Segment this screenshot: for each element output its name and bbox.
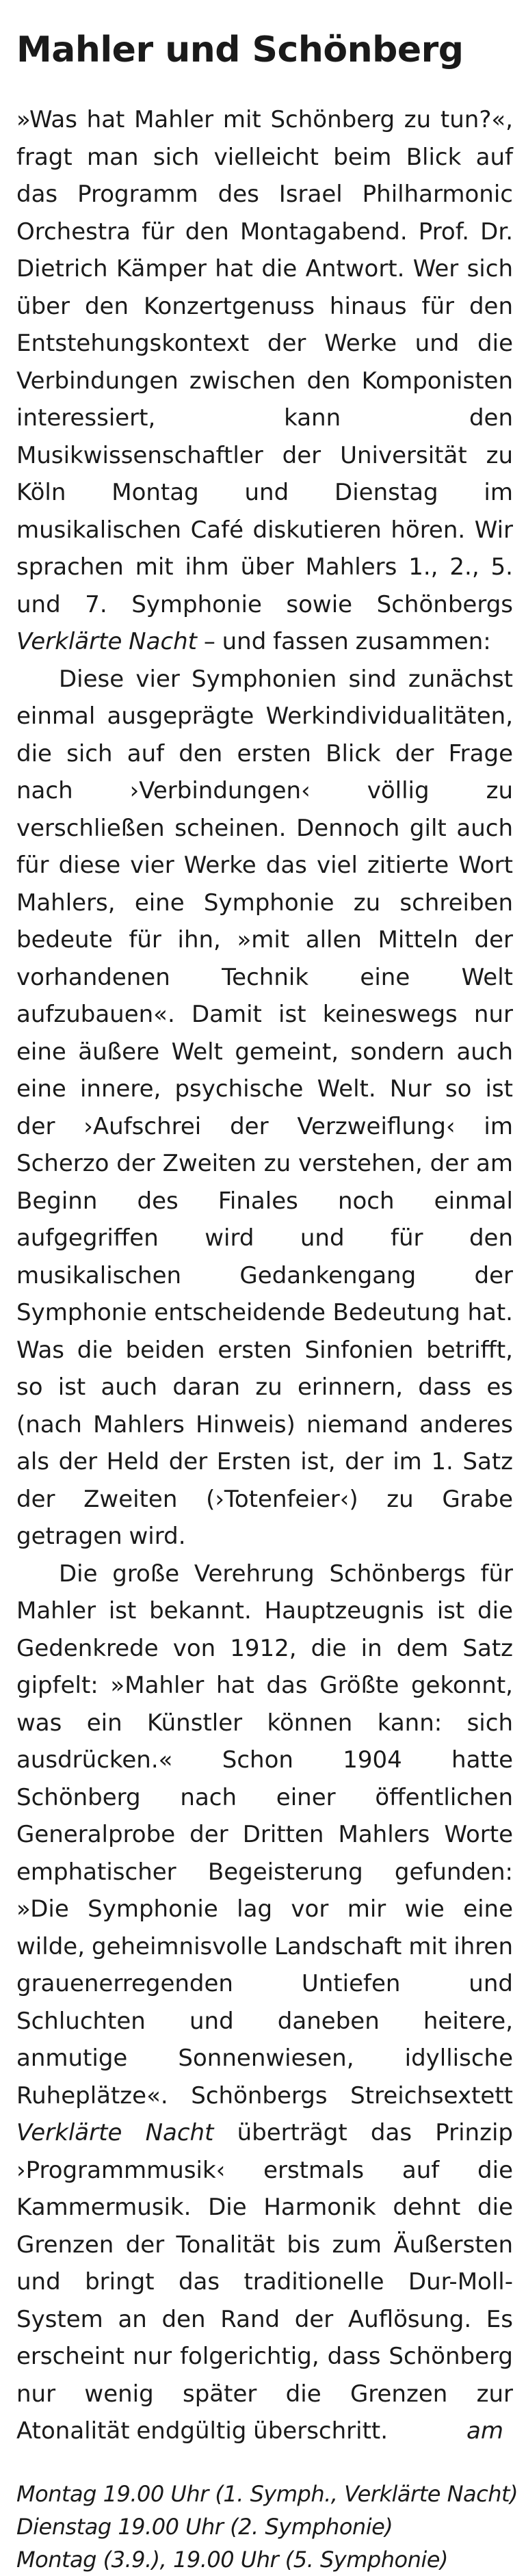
- work-title: Verklärte Nacht: [16, 2119, 214, 2146]
- article-body: [16, 101, 513, 2450]
- intro-text-end: – und fassen zusammen:: [197, 628, 491, 655]
- paragraph-symphonies: Diese vier Symphonien sind zunächst einmal ausgeprägte Werkindividualitäten, die sich auf den ersten Blick der Frage nach ›Verbindungen‹ völlig zu verschließen scheinen. Dennoch gilt auch für diese vier Werke das viel zitierte Wort Mahlers, eine Symphonie zu schreiben bedeute für ihn, »mit allen Mitteln der vorhandenen Technik eine Welt aufzubauen«. Damit ist keineswegs nur eine äußere Welt gemeint, sondern auch eine innere, psychische Welt. Nur so ist der ›Aufschrei der Verzweiflung‹ im Scherzo der Zweiten zu verstehen, der am Beginn des Finales noch einmal aufgegriffen wird und für den musikalischen Gedankengang der Symphonie entscheidende Bedeutung hat. Was die beiden ersten Sinfonien betrifft, so ist auch daran zu erinnern, dass es (nach Mahlers Hinweis) niemand anderes als der Held der Ersten ist, der im 1. Satz der Zweiten (›Totenfeier‹) zu Grabe getragen wird.: [16, 665, 513, 1550]
- paragraph-schoenberg: [16, 1555, 513, 2450]
- event-schedule: [16, 2478, 518, 2576]
- work-title: Verklärte Nacht: [16, 628, 198, 655]
- schedule-line: Montag 19.00 Uhr (1. Symph., Verklärte Nacht): [16, 2480, 518, 2507]
- article: [16, 27, 518, 2576]
- author-initials: am: [466, 2417, 503, 2445]
- intro-paragraph: [16, 101, 513, 661]
- paragraph-text-end: überträgt das Prinzip ›Programmmusik‹ erstmals auf die Kammermusik. Die Harmonik dehnt die Grenzen der Tonalität bis zum Äußersten und bringt das traditionelle Dur-Moll-System an den Rand der Auflösung. Es erscheint nur folgerichtig, dass Schönberg nur wenig später die Grenzen zur Atonalität endgültig überschritt.: [16, 2119, 513, 2445]
- intro-text-start: »Was hat Mahler mit Schönberg zu tun?«, fragt man sich vielleicht beim Blick auf das Programm des Israel Philharmonic Orchestra für den Montagabend. Prof. Dr. Dietrich Kämper hat die Antwort. Wer sich über den Konzertgenuss hinaus für den Entstehungskontext der Werke und die Verbindungen zwischen den Komponisten interessiert, kann den Musikwissenschaftler der Universität zu Köln Montag und Dienstag im musikalischen Café diskutieren hören. Wir sprachen mit ihm über Mahlers 1., 2., 5. und 7. Symphonie sowie Schönbergs: [16, 106, 513, 618]
- schedule-line: Montag (3.9.), 19.00 Uhr (5. Symphonie): [16, 2546, 448, 2573]
- article-title: Mahler und Schönberg: [16, 29, 464, 70]
- schedule-line: Dienstag 19.00 Uhr (2. Symphonie): [16, 2513, 393, 2540]
- paragraph-text-start: Die große Verehrung Schönbergs für Mahler ist bekannt. Hauptzeugnis ist die Gedenkrede von 1912, die in dem Satz gipfelt: »Mahler hat das Größte gekonnt, was ein Künstler können kann: sich ausdrücken.« Schon 1904 hatte Schönberg nach einer öffentlichen Generalprobe der Dritten Mahlers Worte emphatischer Begeisterung gefunden: »Die Symphonie lag vor mir wie eine wilde, geheimnisvolle Landschaft mit ihren grauenerregenden Untiefen und Schluchten und daneben heitere, anmutige Sonnenwiesen, idyllische Ruheplätze«. Schönbergs Streichsextett: [16, 1560, 513, 2110]
